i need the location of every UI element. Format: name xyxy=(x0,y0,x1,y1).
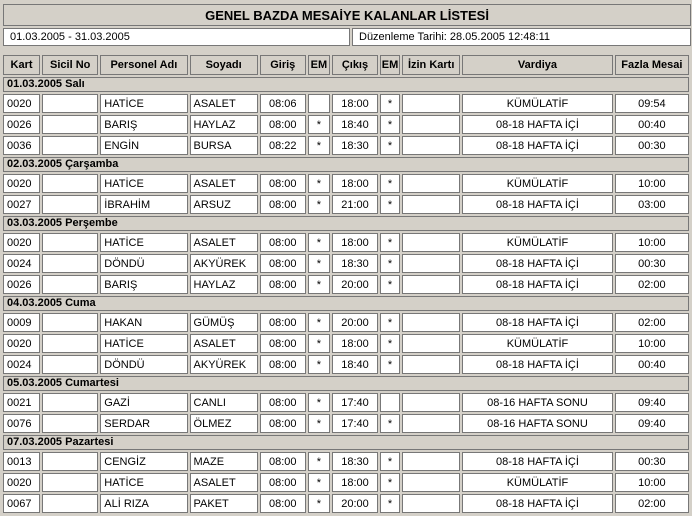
cell-soyadi: MAZE xyxy=(190,452,258,471)
cell-soyadi: ASALET xyxy=(190,473,258,492)
cell-sicil-no xyxy=(42,115,98,134)
cell-em-cikis: * xyxy=(380,275,400,294)
col-header-em-cikis: EM xyxy=(380,55,400,75)
cell-sicil-no xyxy=(42,136,98,155)
cell-kart: 0013 xyxy=(3,452,40,471)
group-row xyxy=(3,216,689,231)
cell-fazla-mesai: 00:30 xyxy=(615,136,689,155)
cell-soyadi: AKYÜREK xyxy=(190,254,258,273)
cell-sicil-no xyxy=(42,275,98,294)
overtime-table xyxy=(1,53,691,515)
table-row xyxy=(3,254,689,273)
cell-em-giris: * xyxy=(308,233,330,252)
group-row xyxy=(3,157,689,172)
cell-kart: 0020 xyxy=(3,473,40,492)
cell-cikis: 20:00 xyxy=(332,313,378,332)
table-row xyxy=(3,494,689,513)
cell-giris: 08:00 xyxy=(260,393,306,412)
group-date-label: 05.03.2005 Cumartesi xyxy=(3,376,689,391)
cell-kart: 0067 xyxy=(3,494,40,513)
cell-sicil-no xyxy=(42,494,98,513)
cell-izin-karti xyxy=(402,136,460,155)
table-row xyxy=(3,452,689,471)
group-date-label: 03.03.2005 Perşembe xyxy=(3,216,689,231)
table-row xyxy=(3,313,689,332)
col-header-izin-karti: İzin Kartı xyxy=(402,55,460,75)
cell-fazla-mesai: 00:30 xyxy=(615,452,689,471)
cell-fazla-mesai: 09:40 xyxy=(615,393,689,412)
cell-vardiya: KÜMÜLATİF xyxy=(462,174,612,193)
cell-vardiya: KÜMÜLATİF xyxy=(462,94,612,113)
cell-izin-karti xyxy=(402,233,460,252)
group-date-label: 02.03.2005 Çarşamba xyxy=(3,157,689,172)
page-title: GENEL BAZDA MESAİYE KALANLAR LİSTESİ xyxy=(3,4,691,26)
cell-em-cikis: * xyxy=(380,136,400,155)
cell-soyadi: CANLI xyxy=(190,393,258,412)
col-header-fazla-mesai: Fazla Mesai xyxy=(615,55,689,75)
cell-em-cikis: * xyxy=(380,494,400,513)
cell-personel-adi: BARIŞ xyxy=(100,275,187,294)
col-header-giris: Giriş xyxy=(260,55,306,75)
cell-soyadi: ASALET xyxy=(190,94,258,113)
cell-giris: 08:00 xyxy=(260,233,306,252)
cell-em-cikis: * xyxy=(380,94,400,113)
cell-cikis: 18:00 xyxy=(332,174,378,193)
cell-izin-karti xyxy=(402,473,460,492)
cell-fazla-mesai: 00:40 xyxy=(615,115,689,134)
cell-sicil-no xyxy=(42,313,98,332)
cell-cikis: 18:30 xyxy=(332,254,378,273)
cell-kart: 0027 xyxy=(3,195,40,214)
cell-soyadi: HAYLAZ xyxy=(190,115,258,134)
cell-cikis: 21:00 xyxy=(332,195,378,214)
cell-cikis: 18:00 xyxy=(332,334,378,353)
cell-vardiya: 08-18 HAFTA İÇİ xyxy=(462,313,612,332)
cell-soyadi: PAKET xyxy=(190,494,258,513)
cell-soyadi: ARSUZ xyxy=(190,195,258,214)
cell-em-giris: * xyxy=(308,393,330,412)
cell-izin-karti xyxy=(402,254,460,273)
cell-em-giris: * xyxy=(308,334,330,353)
cell-izin-karti xyxy=(402,313,460,332)
cell-em-giris: * xyxy=(308,115,330,134)
cell-vardiya: 08-18 HAFTA İÇİ xyxy=(462,136,612,155)
cell-vardiya: 08-18 HAFTA İÇİ xyxy=(462,195,612,214)
cell-personel-adi: GAZİ xyxy=(100,393,187,412)
cell-soyadi: ASALET xyxy=(190,233,258,252)
cell-em-cikis: * xyxy=(380,473,400,492)
cell-giris: 08:00 xyxy=(260,355,306,374)
cell-sicil-no xyxy=(42,414,98,433)
cell-personel-adi: HATİCE xyxy=(100,174,187,193)
group-date-label: 07.03.2005 Pazartesi xyxy=(3,435,689,450)
cell-sicil-no xyxy=(42,355,98,374)
cell-em-cikis: * xyxy=(380,174,400,193)
cell-kart: 0020 xyxy=(3,334,40,353)
cell-personel-adi: HATİCE xyxy=(100,473,187,492)
group-date-label: 04.03.2005 Cuma xyxy=(3,296,689,311)
cell-em-cikis: * xyxy=(380,355,400,374)
cell-vardiya: 08-18 HAFTA İÇİ xyxy=(462,115,612,134)
cell-em-giris: * xyxy=(308,275,330,294)
cell-em-cikis: * xyxy=(380,334,400,353)
cell-vardiya: 08-18 HAFTA İÇİ xyxy=(462,254,612,273)
cell-em-giris: * xyxy=(308,195,330,214)
cell-vardiya: 08-18 HAFTA İÇİ xyxy=(462,275,612,294)
cell-kart: 0026 xyxy=(3,275,40,294)
cell-cikis: 20:00 xyxy=(332,494,378,513)
cell-em-cikis: * xyxy=(380,233,400,252)
cell-giris: 08:00 xyxy=(260,313,306,332)
cell-kart: 0036 xyxy=(3,136,40,155)
cell-sicil-no xyxy=(42,233,98,252)
cell-sicil-no xyxy=(42,195,98,214)
table-row xyxy=(3,334,689,353)
col-header-soyadi: Soyadı xyxy=(190,55,258,75)
cell-vardiya: 08-16 HAFTA SONU xyxy=(462,414,612,433)
cell-fazla-mesai: 09:54 xyxy=(615,94,689,113)
cell-kart: 0009 xyxy=(3,313,40,332)
cell-sicil-no xyxy=(42,174,98,193)
cell-em-cikis xyxy=(380,393,400,412)
cell-em-giris: * xyxy=(308,174,330,193)
cell-sicil-no xyxy=(42,334,98,353)
cell-em-cikis: * xyxy=(380,452,400,471)
table-row xyxy=(3,195,689,214)
col-header-sicil-no: Sicil No xyxy=(42,55,98,75)
cell-izin-karti xyxy=(402,334,460,353)
cell-vardiya: KÜMÜLATİF xyxy=(462,233,612,252)
cell-izin-karti xyxy=(402,275,460,294)
cell-em-giris: * xyxy=(308,355,330,374)
cell-fazla-mesai: 02:00 xyxy=(615,494,689,513)
cell-soyadi: ASALET xyxy=(190,174,258,193)
cell-personel-adi: ENGİN xyxy=(100,136,187,155)
cell-personel-adi: HATİCE xyxy=(100,94,187,113)
cell-izin-karti xyxy=(402,174,460,193)
cell-cikis: 18:40 xyxy=(332,115,378,134)
cell-cikis: 18:00 xyxy=(332,473,378,492)
date-range: 01.03.2005 - 31.03.2005 xyxy=(3,28,350,46)
cell-cikis: 18:40 xyxy=(332,355,378,374)
cell-giris: 08:00 xyxy=(260,254,306,273)
col-header-em-giris: EM xyxy=(308,55,330,75)
cell-giris: 08:06 xyxy=(260,94,306,113)
cell-cikis: 20:00 xyxy=(332,275,378,294)
cell-vardiya: KÜMÜLATİF xyxy=(462,334,612,353)
cell-soyadi: ASALET xyxy=(190,334,258,353)
cell-izin-karti xyxy=(402,94,460,113)
cell-sicil-no xyxy=(42,473,98,492)
cell-cikis: 18:00 xyxy=(332,94,378,113)
col-header-kart: Kart xyxy=(3,55,40,75)
cell-personel-adi: HAKAN xyxy=(100,313,187,332)
title-row xyxy=(3,4,691,26)
cell-izin-karti xyxy=(402,195,460,214)
cell-fazla-mesai: 03:00 xyxy=(615,195,689,214)
cell-izin-karti xyxy=(402,393,460,412)
cell-em-cikis: * xyxy=(380,414,400,433)
group-date-label: 01.03.2005 Salı xyxy=(3,77,689,92)
cell-izin-karti xyxy=(402,115,460,134)
info-row xyxy=(3,28,691,46)
cell-soyadi: AKYÜREK xyxy=(190,355,258,374)
cell-kart: 0076 xyxy=(3,414,40,433)
cell-personel-adi: HATİCE xyxy=(100,334,187,353)
cell-em-cikis: * xyxy=(380,115,400,134)
cell-em-cikis: * xyxy=(380,313,400,332)
cell-kart: 0020 xyxy=(3,94,40,113)
cell-em-giris: * xyxy=(308,494,330,513)
cell-fazla-mesai: 10:00 xyxy=(615,473,689,492)
prepared-date: Düzenleme Tarihi: 28.05.2005 12:48:11 xyxy=(352,28,691,46)
table-row xyxy=(3,275,689,294)
cell-soyadi: GÜMÜŞ xyxy=(190,313,258,332)
cell-cikis: 18:30 xyxy=(332,136,378,155)
cell-giris: 08:00 xyxy=(260,494,306,513)
cell-soyadi: ÖLMEZ xyxy=(190,414,258,433)
cell-cikis: 17:40 xyxy=(332,393,378,412)
cell-personel-adi: DÖNDÜ xyxy=(100,254,187,273)
cell-vardiya: 08-18 HAFTA İÇİ xyxy=(462,355,612,374)
cell-giris: 08:00 xyxy=(260,275,306,294)
col-header-personel-adi: Personel Adı xyxy=(100,55,187,75)
table-row xyxy=(3,393,689,412)
cell-em-giris: * xyxy=(308,313,330,332)
cell-cikis: 18:30 xyxy=(332,452,378,471)
cell-kart: 0021 xyxy=(3,393,40,412)
cell-giris: 08:00 xyxy=(260,115,306,134)
table-row xyxy=(3,115,689,134)
cell-em-cikis: * xyxy=(380,195,400,214)
cell-sicil-no xyxy=(42,94,98,113)
cell-giris: 08:00 xyxy=(260,174,306,193)
cell-em-cikis: * xyxy=(380,254,400,273)
table-row xyxy=(3,174,689,193)
cell-personel-adi: ALİ RIZA xyxy=(100,494,187,513)
cell-em-giris: * xyxy=(308,473,330,492)
cell-personel-adi: DÖNDÜ xyxy=(100,355,187,374)
col-header-vardiya: Vardiya xyxy=(462,55,612,75)
cell-em-giris: * xyxy=(308,136,330,155)
cell-kart: 0020 xyxy=(3,233,40,252)
cell-izin-karti xyxy=(402,414,460,433)
cell-em-giris: * xyxy=(308,414,330,433)
group-row xyxy=(3,296,689,311)
cell-sicil-no xyxy=(42,254,98,273)
cell-izin-karti xyxy=(402,355,460,374)
column-header-row xyxy=(3,55,689,75)
cell-kart: 0024 xyxy=(3,254,40,273)
group-row xyxy=(3,77,689,92)
cell-personel-adi: CENGİZ xyxy=(100,452,187,471)
cell-kart: 0020 xyxy=(3,174,40,193)
cell-fazla-mesai: 10:00 xyxy=(615,233,689,252)
cell-giris: 08:00 xyxy=(260,334,306,353)
group-row xyxy=(3,435,689,450)
cell-fazla-mesai: 10:00 xyxy=(615,174,689,193)
cell-kart: 0024 xyxy=(3,355,40,374)
cell-giris: 08:22 xyxy=(260,136,306,155)
cell-giris: 08:00 xyxy=(260,414,306,433)
report-header-table xyxy=(1,2,692,48)
cell-izin-karti xyxy=(402,452,460,471)
cell-personel-adi: HATİCE xyxy=(100,233,187,252)
table-row xyxy=(3,233,689,252)
group-row xyxy=(3,376,689,391)
cell-em-giris xyxy=(308,94,330,113)
cell-vardiya: KÜMÜLATİF xyxy=(462,473,612,492)
table-row xyxy=(3,473,689,492)
cell-giris: 08:00 xyxy=(260,473,306,492)
cell-vardiya: 08-16 HAFTA SONU xyxy=(462,393,612,412)
cell-personel-adi: İBRAHİM xyxy=(100,195,187,214)
cell-personel-adi: BARIŞ xyxy=(100,115,187,134)
cell-sicil-no xyxy=(42,452,98,471)
cell-cikis: 17:40 xyxy=(332,414,378,433)
cell-fazla-mesai: 10:00 xyxy=(615,334,689,353)
cell-izin-karti xyxy=(402,494,460,513)
table-row xyxy=(3,94,689,113)
col-header-cikis: Çıkış xyxy=(332,55,378,75)
table-row xyxy=(3,355,689,374)
cell-vardiya: 08-18 HAFTA İÇİ xyxy=(462,452,612,471)
cell-giris: 08:00 xyxy=(260,452,306,471)
cell-fazla-mesai: 09:40 xyxy=(615,414,689,433)
cell-fazla-mesai: 00:30 xyxy=(615,254,689,273)
cell-fazla-mesai: 02:00 xyxy=(615,275,689,294)
cell-soyadi: BURSA xyxy=(190,136,258,155)
cell-vardiya: 08-18 HAFTA İÇİ xyxy=(462,494,612,513)
cell-em-giris: * xyxy=(308,254,330,273)
cell-soyadi: HAYLAZ xyxy=(190,275,258,294)
table-row xyxy=(3,414,689,433)
cell-giris: 08:00 xyxy=(260,195,306,214)
cell-sicil-no xyxy=(42,393,98,412)
cell-cikis: 18:00 xyxy=(332,233,378,252)
table-row xyxy=(3,136,689,155)
cell-em-giris: * xyxy=(308,452,330,471)
cell-fazla-mesai: 00:40 xyxy=(615,355,689,374)
cell-fazla-mesai: 02:00 xyxy=(615,313,689,332)
cell-kart: 0026 xyxy=(3,115,40,134)
cell-personel-adi: SERDAR xyxy=(100,414,187,433)
